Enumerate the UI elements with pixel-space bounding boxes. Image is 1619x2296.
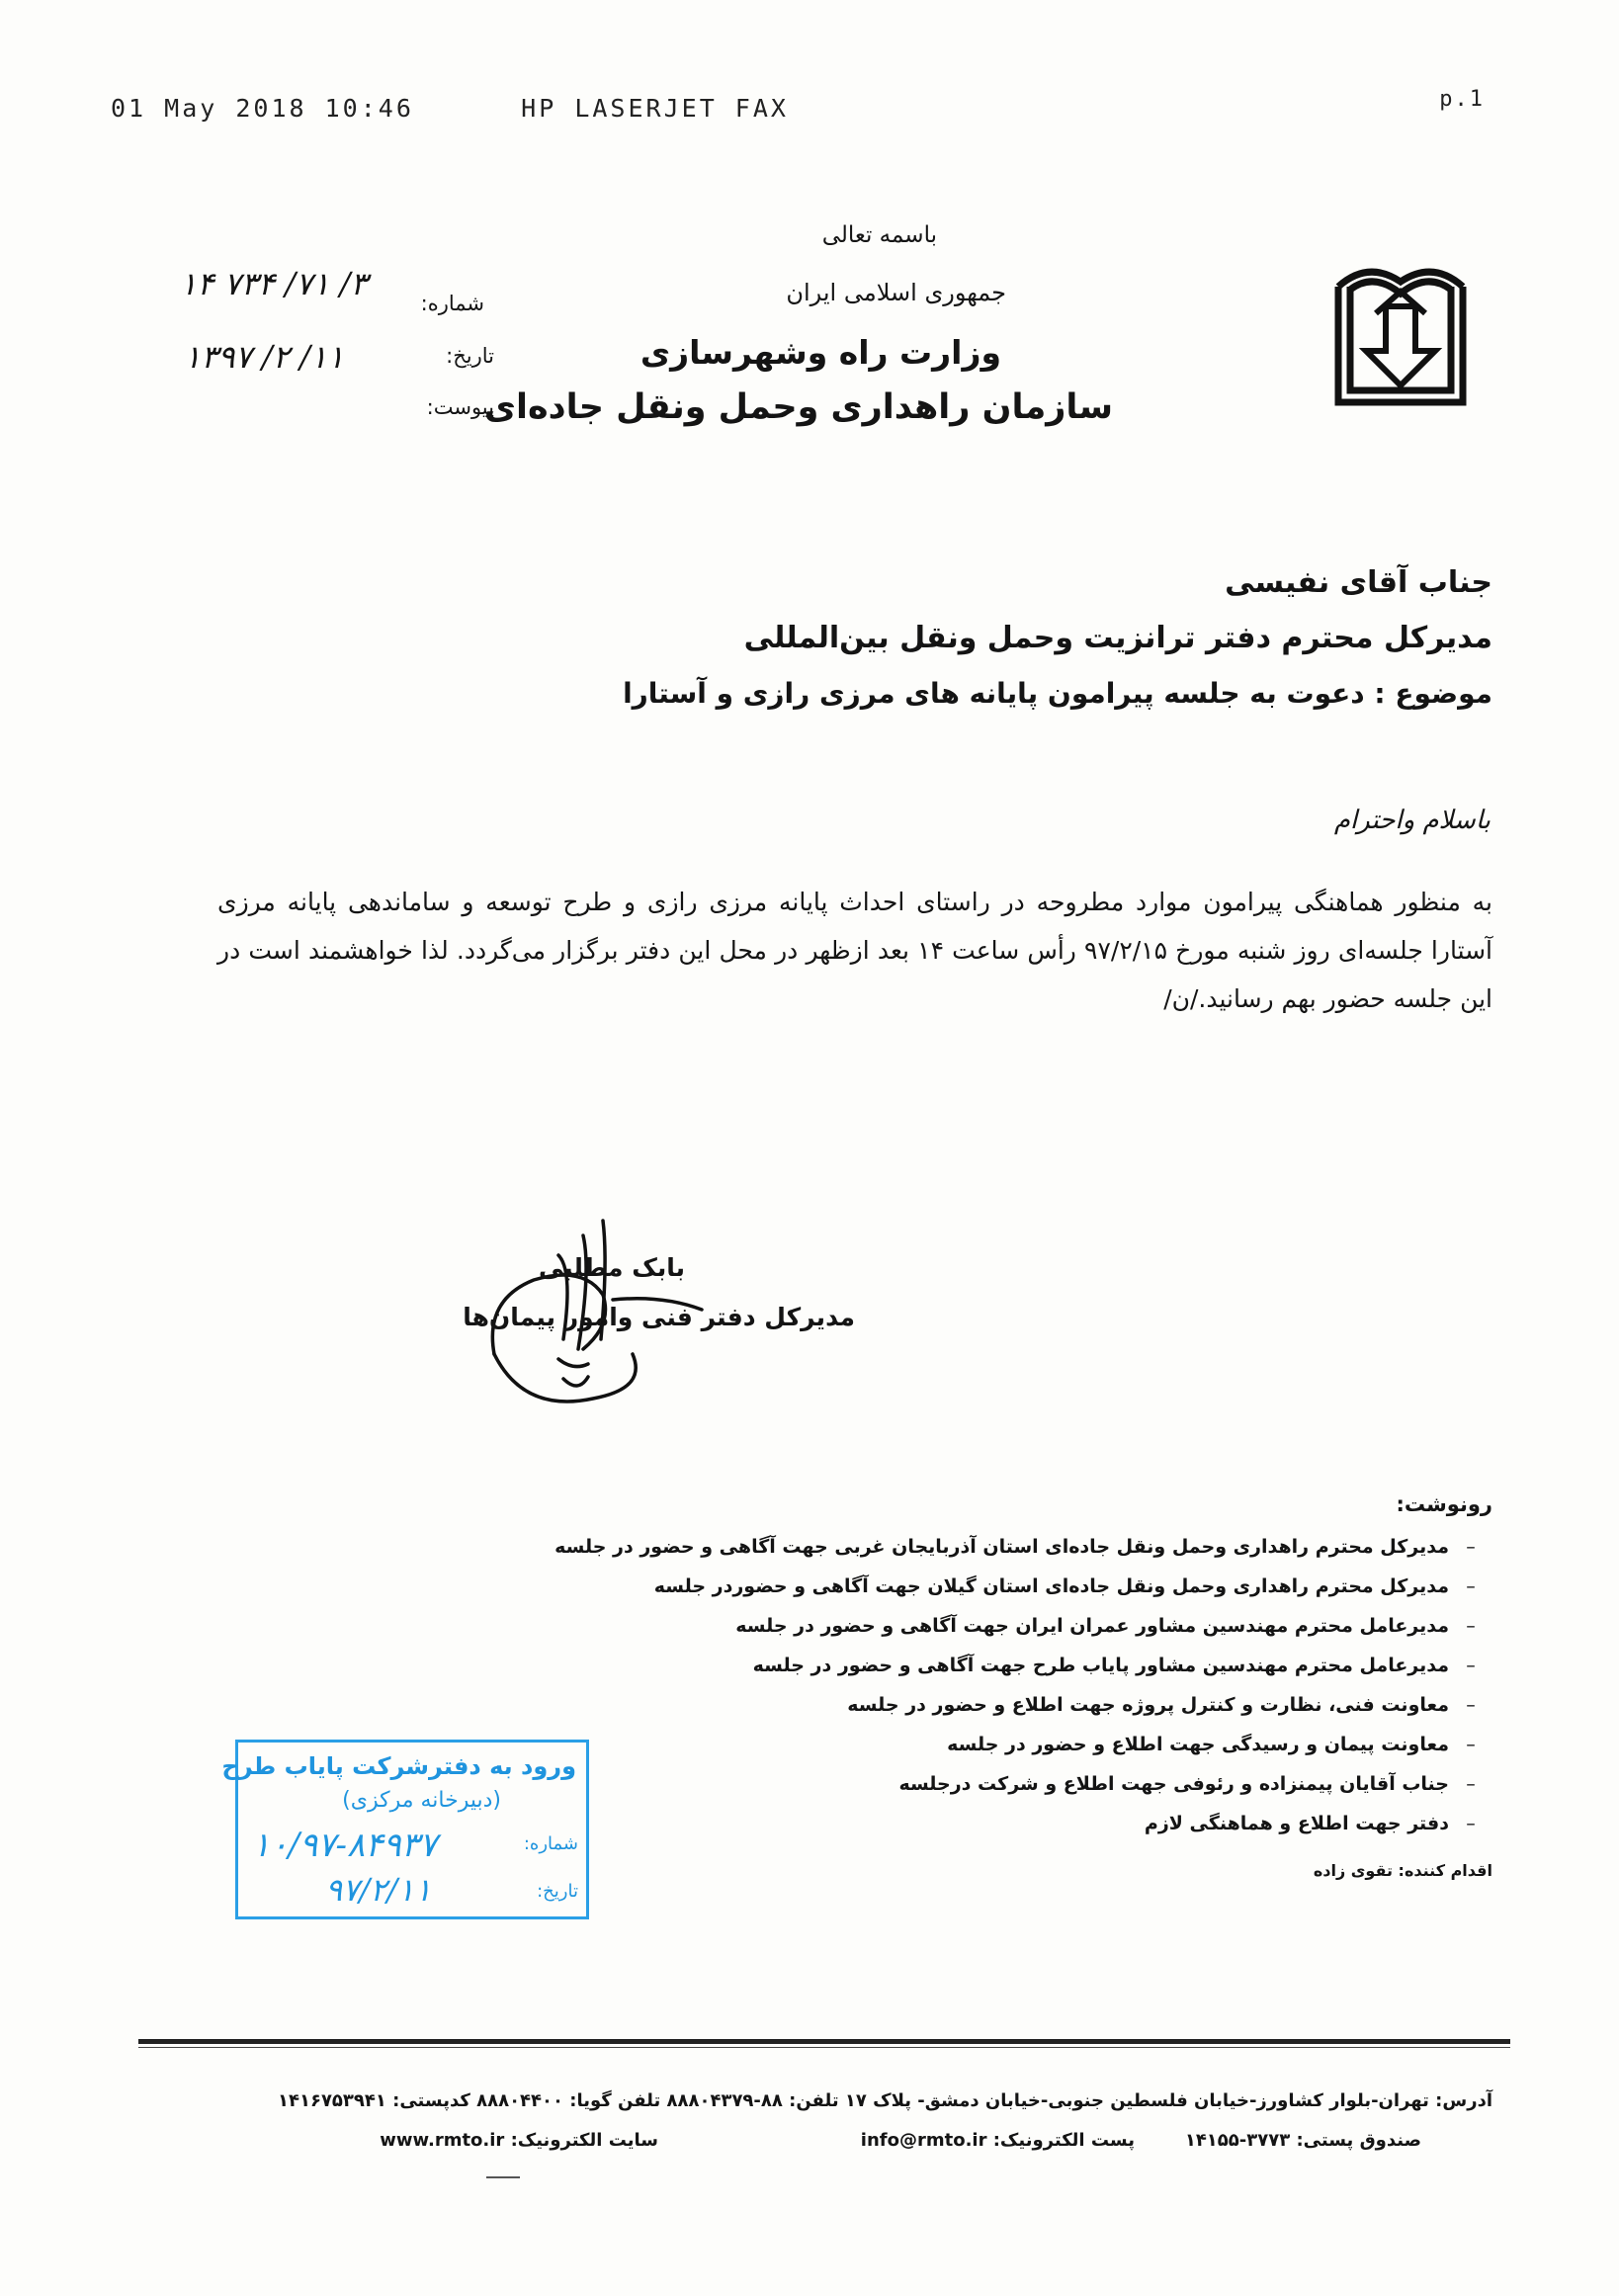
addressee-name: جناب آقای نفیسی [1225,565,1492,600]
cc-item: – معاونت پیمان و رسیدگی جهت اطلاع و حضور در جلسه [947,1734,1476,1755]
stamp-title: ورود به دفترشرکت پایاب طرح [221,1752,576,1780]
bismillah-heading: باسمه تعالی [821,222,937,248]
cc-item: – مدیرکل محترم راهداری وحمل ونقل جاده‌ای استان آذربایجان غربی جهت آگاهی و حضور در جلسه [554,1536,1476,1558]
signatory-name: بابک مطلبی [539,1253,685,1282]
fax-transmission-header: 01 May 2018 10:46 HP LASERJET FAX [111,94,789,123]
salutation: باسلام واحترام [1333,806,1491,835]
cc-item: – مدیرعامل محترم مهندسین مشاور عمران ایران جهت آگاهی و حضور در جلسه [735,1615,1476,1637]
cc-item: – جناب آقایان پیمنزاده و رئوفی جهت اطلاع و شرکت درجلسه [898,1773,1476,1795]
stamp-number-label: شماره: [523,1833,578,1854]
action-by: اقدام کننده: تقوی زاده [1313,1861,1492,1880]
stamp-date-value: ۹۷/۲/۱۱ [325,1871,432,1909]
cc-heading: رونوشت: [1396,1492,1492,1516]
republic-name: جمهوری اسلامی ایران [786,279,1006,306]
ministry-name: وزارت راه وشهرسازی [639,333,1001,372]
cc-item: – دفتر جهت اطلاع و هماهنگی لازم [1144,1813,1476,1834]
stamp-number-value: ۱۰/۹۷-۸۴۹۳۷ [252,1826,438,1865]
letter-body: به منظور هماهنگی پیرامون موارد مطروحه در راستای احداث پایانه مرزی رازی و طرح توسعه و ساماندهی پایانه مرزی آستارا جلسه‌ای روز شنبه مورخ ۹۷/۲/۱۵ رأس ساعت ۱۴ بعد ازظهر در محل این دفتر برگزار می‌گردد. لذا خواهشمند است در این جلسه حضور بهم رسانید./ن/ [217,888,1493,1013]
footer-mark [486,2176,520,2178]
footer-website: www.rmto.ir :سایت الکترونیک [380,2130,658,2151]
letter-date-value: ۱۳۹۷ /۲ /۱۱ [184,338,345,376]
footer-postal-box: صندوق پستی: ۳۷۷۳-۱۴۱۵۵ [1184,2130,1421,2151]
footer-divider-thin [138,2047,1510,2048]
letter-number-value: ۱۴ ۷۳۴ /۷۱ /۳ [180,265,368,302]
footer-divider [138,2039,1510,2044]
fax-page-number: p.1 [1439,87,1485,112]
incoming-registration-stamp [221,1740,589,1919]
cc-item: – مدیرعامل محترم مهندسین مشاور پایاب طرح جهت آگاهی و حضور در جلسه [752,1655,1476,1676]
letter-subject: موضوع : دعوت به جلسه پیرامون پایانه های مرزی رازی و آستارا [623,677,1492,710]
signatory-title: مدیرکل دفتر فنی وامور پیمان‌ها [463,1303,855,1331]
footer-email: info@rmto.ir :پست الکترونیک [860,2130,1135,2151]
letter-number-label: شماره: [420,292,484,315]
rmto-logo-icon [1328,252,1473,410]
stamp-date-label: تاریخ: [537,1881,578,1902]
addressee-title: مدیرکل محترم دفتر ترانزیت وحمل ونقل بین‌المللی [743,621,1492,655]
attachment-label: پیوست: [426,395,494,419]
letter-date-label: تاریخ: [446,344,494,368]
cc-item: – مدیرکل محترم راهداری وحمل ونقل جاده‌ای استان گیلان جهت آگاهی و حضوردر جلسه [653,1575,1476,1597]
organization-name: سازمان راهداری وحمل ونقل جاده‌ای [483,387,1113,427]
cc-item: – معاونت فنی، نظارت و کنترل پروژه جهت اطلاع و حضور در جلسه [847,1694,1476,1716]
stamp-subtitle: (دبیرخانه مرکزی) [342,1788,501,1813]
footer-address: آدرس: تهران-بلوار کشاورز-خیابان فلسطین جنوبی-خیابان دمشق- پلاک ۱۷ تلفن: ۸۸-۸۸۸۰۴۳۷۹ تلفن گویا: ۸۸۸۰۴۴۰۰ کدپستی: ۱۴۱۶۷۵۳۹۴۱ [278,2090,1492,2111]
